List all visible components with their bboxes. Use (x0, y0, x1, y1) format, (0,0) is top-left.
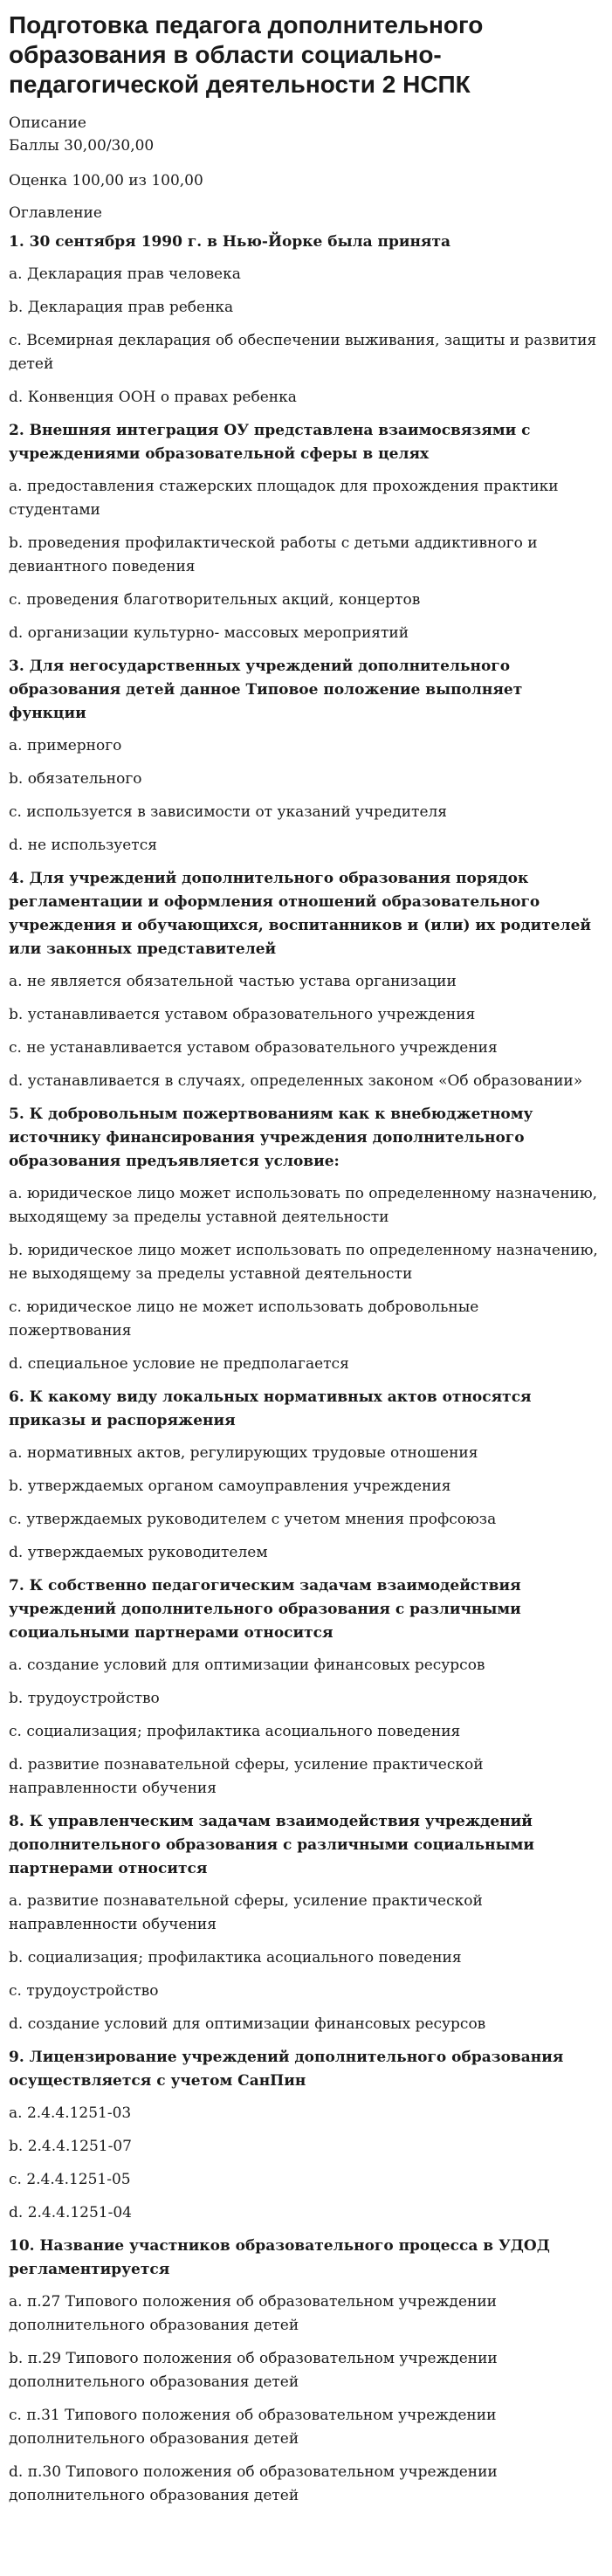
answer-option: a. юридическое лицо может использовать по определенному назначению, выходящему за пределы уставной деятельности (9, 1185, 598, 1226)
answer-option: b. утверждаемых органом самоуправления учреждения (9, 1477, 451, 1495)
score-text: Баллы 30,00/30,00 (9, 137, 155, 155)
answer-option: a. 2.4.4.1251-03 (9, 2104, 132, 2122)
question-text: 8. К управленческим задачам взаимодействия учреждений дополнительного образования с различными социальными партнерами относится (9, 1813, 535, 1877)
answer-option: b. устанавливается уставом образовательного учреждения (9, 1006, 476, 1023)
answer-option: c. не устанавливается уставом образовательного учреждения (9, 1039, 498, 1057)
answer-option: b. юридическое лицо может использовать по определенному назначению, не выходящему за пределы уставной деятельности (9, 1242, 598, 1283)
answer-option: b. трудоустройство (9, 1690, 160, 1707)
question-text: 1. 30 сентября 1990 г. в Нью-Йорке была принята (9, 233, 451, 251)
answer-option: a. создание условий для оптимизации финансовых ресурсов (9, 1656, 485, 1674)
answer-option: c. юридическое лицо не может использовать добровольные пожертвования (9, 1298, 479, 1340)
answer-option: c. социализация; профилактика асоциального поведения (9, 1723, 461, 1740)
answer-option: c. проведения благотворительных акций, концертов (9, 591, 421, 609)
page-title: Подготовка педагога дополнительного образования в области социально-педагогической деятельности 2 НСПК (9, 11, 484, 98)
answer-option: a. п.27 Типового положения об образовательном учреждении дополнительного образования детей (9, 2293, 498, 2334)
toc-heading: Оглавление (9, 204, 102, 222)
answer-option: a. не является обязательной частью устава организации (9, 973, 457, 990)
question-text: 7. К собственно педагогическим задачам взаимодействия учреждений дополнительного образования с различными социальными партнерами относится (9, 1577, 521, 1642)
answer-option: d. специальное условие не предполагается (9, 1355, 349, 1373)
answer-option: d. создание условий для оптимизации финансовых ресурсов (9, 2015, 486, 2033)
answer-option: d. Конвенция ООН о правах ребенка (9, 389, 297, 406)
answer-option: c. используется в зависимости от указаний учредителя (9, 803, 448, 821)
answer-option: c. п.31 Типового положения об образовательном учреждении дополнительного образования детей (9, 2407, 497, 2448)
question-text: 5. К добровольным пожертвованиям как к внебюджетному источнику финансирования учреждения дополнительного образования предъявляется условие: (9, 1105, 533, 1170)
answer-option: c. утверждаемых руководителем с учетом мнения профсоюза (9, 1511, 497, 1528)
answer-option: a. предоставления стажерских площадок для прохождения практики студентами (9, 478, 559, 519)
answer-option: b. проведения профилактической работы с детьми аддиктивного и девиантного поведения (9, 534, 538, 575)
question-text: 10. Название участников образовательного процесса в УДОД регламентируется (9, 2237, 550, 2278)
answer-option: c. трудоустройство (9, 1982, 159, 2000)
answer-option: d. п.30 Типового положения об образовательном учреждении дополнительного образования детей (9, 2463, 498, 2504)
grade-text: Оценка 100,00 из 100,00 (9, 172, 203, 189)
question-text: 3. Для негосударственных учреждений дополнительного образования детей данное Типовое положение выполняет функции (9, 658, 523, 722)
question-text: 6. К какому виду локальных нормативных актов относятся приказы и распоряжения (9, 1388, 532, 1429)
answer-option: d. развитие познавательной сферы, усиление практической направленности обучения (9, 1756, 484, 1797)
answer-option: d. не используется (9, 837, 157, 854)
answer-option: d. утверждаемых руководителем (9, 1544, 268, 1561)
question-list (9, 231, 603, 2508)
answer-option: d. 2.4.4.1251-04 (9, 2204, 132, 2221)
answer-option: a. развитие познавательной сферы, усиление практической направленности обучения (9, 1892, 483, 1933)
question-text: 9. Лицензирование учреждений дополнительного образования осуществляется с учетом СанПин (9, 2049, 564, 2090)
answer-option: a. нормативных актов, регулирующих трудовые отношения (9, 1444, 478, 1462)
answer-option: b. Декларация прав ребенка (9, 299, 234, 316)
answer-option: b. п.29 Типового положения об образовательном учреждении дополнительного образования детей (9, 2350, 498, 2391)
answer-option: d. устанавливается в случаях, определенных законом «Об образовании» (9, 1072, 583, 1090)
question-text: 4. Для учреждений дополнительного образования порядок регламентации и оформления отношений образовательного учреждения и обучающихся, воспитанников и (или) их родителей или законных представителей (9, 870, 592, 958)
answer-option: b. 2.4.4.1251-07 (9, 2138, 132, 2155)
answer-option: a. Декларация прав человека (9, 265, 241, 283)
answer-option: b. обязательного (9, 770, 142, 788)
answer-option: c. Всемирная декларация об обеспечении выживания, защиты и развития детей (9, 332, 597, 373)
answer-option: a. примерного (9, 737, 122, 754)
question-text: 2. Внешняя интеграция ОУ представлена взаимосвязями с учреждениями образовательной сферы в целях (9, 422, 531, 463)
answer-option: b. социализация; профилактика асоциального поведения (9, 1949, 462, 1966)
description-label: Описание (9, 114, 86, 132)
answer-option: c. 2.4.4.1251-05 (9, 2171, 131, 2188)
answer-option: d. организации культурно- массовых мероприятий (9, 624, 409, 642)
